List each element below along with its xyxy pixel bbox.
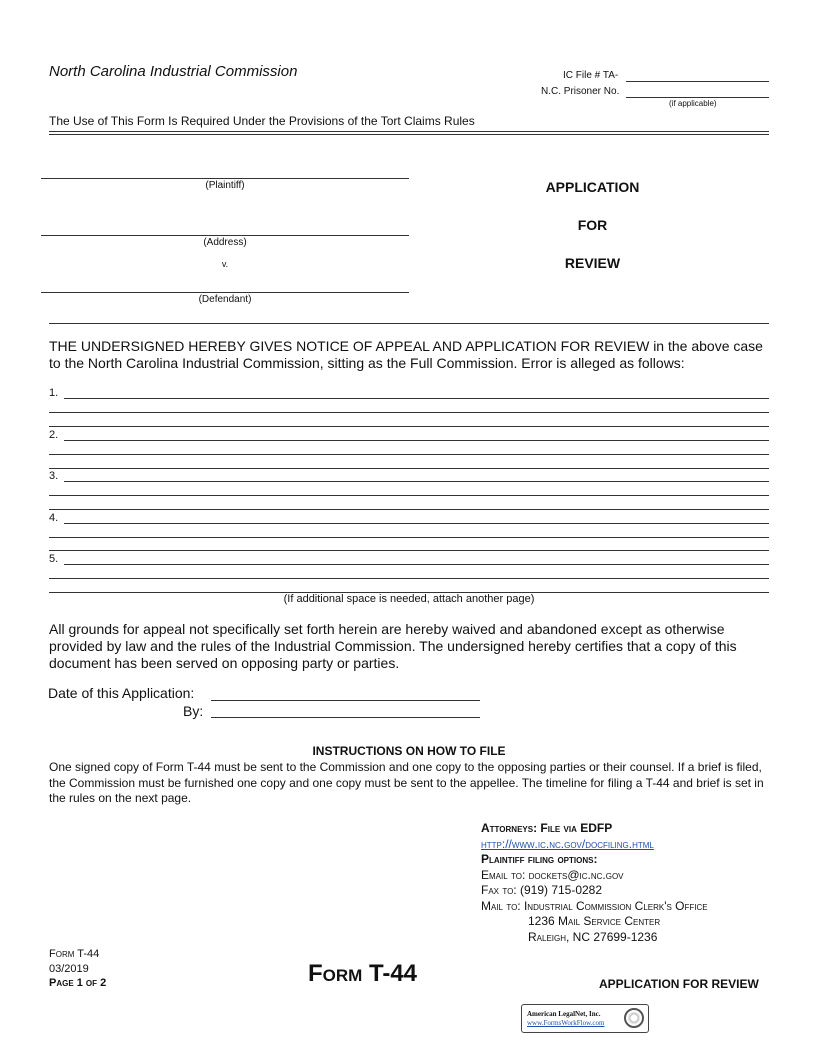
title-line-3: REVIEW — [564, 255, 621, 271]
error-line-1a[interactable] — [64, 398, 769, 399]
error-line-4c[interactable] — [49, 550, 769, 551]
address-field[interactable] — [41, 235, 409, 236]
error-number-4: 4. — [49, 512, 59, 524]
waiver-text: All grounds for appeal not specifically set forth herein are hereby waived and abandoned except as otherwise provided by law and the rules of the Industrial Commission. The undersigned hereby certifies that a copy of this document has been served on opposing party or parties. — [49, 621, 737, 671]
footer-info — [49, 947, 106, 991]
mail-address-line-2: 1236 Mail Service Center — [528, 914, 661, 928]
date-label: Date of this Application: — [48, 685, 195, 701]
error-line-3c[interactable] — [49, 509, 769, 510]
error-line-2c[interactable] — [49, 468, 769, 469]
error-line-1c[interactable] — [49, 426, 769, 427]
header-divider-top — [49, 131, 769, 132]
footer-page: Page 1 of 2 — [49, 977, 107, 989]
error-line-2b[interactable] — [49, 454, 769, 455]
footer-doc-title: APPLICATION FOR REVIEW — [599, 977, 759, 991]
plaintiff-label: (Plaintiff) — [205, 180, 245, 191]
error-number-1: 1. — [49, 387, 59, 399]
plaintiff-field[interactable] — [41, 178, 409, 179]
error-line-5a[interactable] — [64, 564, 769, 565]
prisoner-no-label: N.C. Prisoner No. — [541, 86, 620, 97]
prisoner-no-field[interactable] — [626, 97, 769, 98]
plaintiff-options-heading: Plaintiff filing options: — [481, 852, 598, 866]
section-divider — [49, 323, 769, 324]
error-line-3a[interactable] — [64, 481, 769, 482]
defendant-field[interactable] — [41, 292, 409, 293]
error-number-3: 3. — [49, 470, 59, 482]
fax-option: Fax to: (919) 715-0282 — [481, 883, 603, 897]
filing-options — [481, 821, 708, 945]
address-label: (Address) — [203, 237, 247, 248]
usage-note: The Use of This Form Is Required Under the Provisions of the Tort Claims Rules — [49, 114, 475, 128]
vendor-logo-icon — [624, 1008, 644, 1028]
error-number-5: 5. — [49, 553, 59, 565]
ic-file-label: IC File # TA- — [563, 70, 619, 81]
footer-date: 03/2019 — [49, 962, 89, 975]
mail-address-line-3: Raleigh, NC 27699-1236 — [528, 929, 658, 944]
header-divider-bottom — [49, 134, 769, 135]
email-option: Email to: dockets@ic.nc.gov — [481, 867, 624, 882]
error-line-3b[interactable] — [49, 495, 769, 496]
if-applicable-note: (if applicable) — [669, 99, 717, 108]
by-signature-field[interactable] — [211, 717, 480, 718]
defendant-label: (Defendant) — [198, 294, 252, 305]
footer-form-id: Form T-44 — [49, 948, 100, 960]
error-line-1b[interactable] — [49, 412, 769, 413]
mail-option: Mail to: Industrial Commission Clerk's Office — [481, 898, 708, 913]
error-line-5b[interactable] — [49, 578, 769, 579]
versus-label: v. — [221, 259, 229, 269]
vendor-name: American LegalNet, Inc. — [527, 1010, 601, 1018]
error-line-4b[interactable] — [49, 537, 769, 538]
error-number-2: 2. — [49, 429, 59, 441]
vendor-badge[interactable] — [521, 1004, 649, 1033]
by-label: By: — [183, 703, 204, 719]
instructions-title: INSTRUCTIONS ON HOW TO FILE — [312, 744, 506, 758]
instructions-body: One signed copy of Form T-44 must be sent to the Commission and one copy to the opposing parties or their counsel. If a brief is filed, the Commission must be furnished one copy and one copy must be sent to the appellee. The timeline for filing a T-44 and brief is set in the rules on the next page. — [49, 760, 764, 805]
date-field[interactable] — [211, 700, 480, 701]
attorneys-filing: Attorneys: File via EDFP — [481, 821, 613, 835]
error-line-2a[interactable] — [64, 440, 769, 441]
notice-text: THE UNDERSIGNED HEREBY GIVES NOTICE OF APPEAL AND APPLICATION FOR REVIEW in the above case to the North Carolina Industrial Commission, sitting as the Full Commission. Error is alleged as follows: — [49, 338, 763, 371]
title-line-2: FOR — [577, 217, 608, 233]
title-line-1: APPLICATION — [545, 179, 640, 195]
agency-name: North Carolina Industrial Commission — [49, 63, 298, 80]
docfiling-link[interactable]: http://www.ic.nc.gov/docfiling.html — [481, 836, 654, 851]
ic-file-field[interactable] — [626, 81, 769, 82]
error-line-4a[interactable] — [64, 523, 769, 524]
additional-space-note: (If additional space is needed, attach another page) — [283, 593, 535, 605]
form-number-large: Form T-44 — [308, 960, 418, 987]
vendor-url[interactable]: www.FormsWorkFlow.com — [527, 1019, 605, 1027]
